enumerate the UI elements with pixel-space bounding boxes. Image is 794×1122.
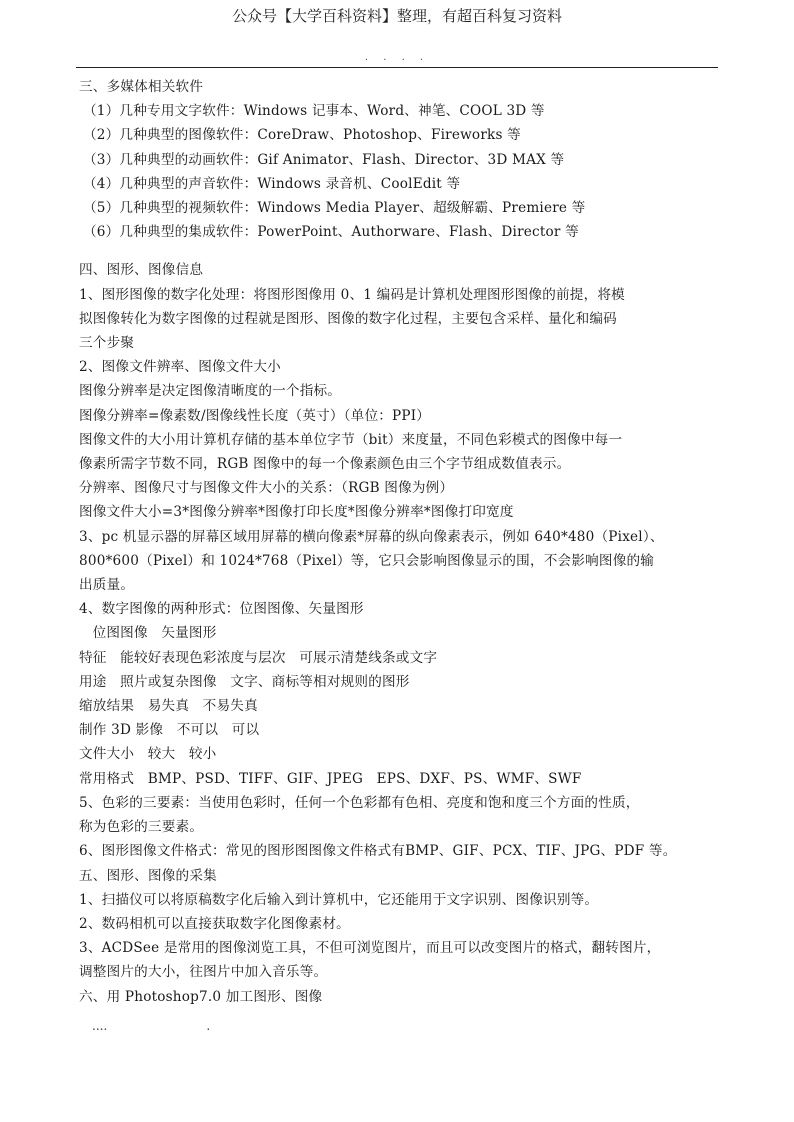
body-line: 5、色彩的三要素：当使用色彩时，任何一个色彩都有色相、亮度和饱和度三个方面的性质， [79, 794, 640, 811]
header-dots: . . . . [364, 52, 430, 63]
body-line: 3、pc 机显示器的屏幕区域用屏幕的横向像素*屏幕的纵向像素表示，例如 640*480（Pixel）、 [79, 528, 664, 545]
body-line: 图像分辨率是决定图像清晰度的一个指标。 [79, 383, 342, 400]
body-line: 调整图片的大小，往图片中加入音乐等。 [79, 964, 328, 981]
comparison-row: 文件大小 较大 较小 [79, 746, 217, 763]
body-line: 4、数字图像的两种形式：位图图像、矢量图形 [79, 601, 364, 618]
body-line: 图像文件的大小用计算机存储的基本单位字节（bit）来度量，不同色彩模式的图像中每一 [79, 431, 623, 448]
comparison-row: 用途 照片或复杂图像 文字、商标等相对规则的图形 [79, 673, 410, 690]
comparison-row: 制作 3D 影像 不可以 可以 [79, 722, 260, 739]
body-line: 像素所需字节数不同，RGB 图像中的每一个像素颜色由三个字节组成数值表示。 [79, 456, 571, 473]
section-gap [79, 244, 721, 258]
page-header: 公众号【大学百科资料】整理，有超百科复习资料 [231, 7, 562, 25]
body-line: 800*600（Pixel）和 1024*768（Pixel）等，它只会影响图像显示的围，不会影响图像的输 [79, 552, 655, 569]
comparison-header-row: 位图图像 矢量图形 [79, 625, 217, 642]
comparison-row: 特征 能较好表现色彩浓度与层次 可展示清楚线条或文字 [79, 649, 438, 666]
body-line: 出质量。 [79, 577, 135, 594]
body-line: 1、图形图像的数字化处理：将图形图像用 0、1 编码是计算机处理图形图像的前提，将模 [79, 286, 625, 303]
body-line: 分辨率、图像尺寸与图像文件大小的关系：（RGB 图像为例） [79, 480, 454, 497]
software-item: （6）几种典型的集成软件：PowerPoint、Authorware、Flash、Director 等 [83, 224, 579, 241]
section-3-heading: 三、多媒体相关软件 [79, 79, 204, 95]
body-line: 1、扫描仪可以将原稿数字化后输入到计算机中，它还能用于文字识别、图像识别等。 [79, 891, 599, 908]
comparison-row: 常用格式 BMP、PSD、TIFF、GIF、JPEG EPS、DXF、PS、WMF、SWF [79, 770, 582, 787]
software-item: （5）几种典型的视频软件：Windows Media Player、超级解霸、Premiere 等 [83, 200, 586, 217]
section-4-heading: 四、图形、图像信息 [79, 262, 204, 279]
software-item: （3）几种典型的动画软件：Gif Animator、Flash、Director、3D MAX 等 [83, 151, 565, 168]
software-item: （2）几种典型的图像软件：CoreDraw、Photoshop、Fireworks 等 [83, 127, 521, 144]
body-line: 拟图像转化为数字图像的过程就是图形、图像的数字化过程，主要包含采样、量化和编码 [79, 310, 617, 327]
body-line: 称为色彩的三要素。 [79, 819, 204, 836]
body-line: 图像分辨率=像素数/图像线性长度（英寸）（单位：PPI） [79, 407, 431, 424]
body-line: 2、数码相机可以直接获取数字化图像素材。 [79, 915, 350, 932]
section-5-heading: 五、图形、图像的采集 [79, 867, 217, 884]
body-line: 三个步聚 [79, 335, 135, 352]
software-item: （4）几种典型的声音软件：Windows 录音机、CoolEdit 等 [83, 175, 461, 192]
page-footer-marks: .... . [92, 1019, 211, 1033]
body-line: 3、ACDSee 是常用的图像浏览工具，不但可浏览图片，而且可以改变图片的格式，翻转图片， [79, 940, 661, 957]
header-rule [76, 67, 718, 68]
body-line: 6、图形图像文件格式：常见的图形图图像文件格式有BMP、GIF、PCX、TIF、JPG、PDF 等。 [79, 843, 677, 860]
comparison-row: 缩放结果 易失真 不易失真 [79, 698, 258, 715]
software-item: （1）几种专用文字软件：Windows 记事本、Word、神笔、COOL 3D 等 [83, 103, 545, 120]
body-line: 图像文件大小=3*图像分辨率*图像打印长度*图像分辨率*图像打印宽度 [79, 504, 514, 521]
body-line: 2、图像文件辨率、图像文件大小 [79, 359, 281, 376]
document-body [79, 75, 721, 1009]
section-6-heading: 六、用 Photoshop7.0 加工图形、图像 [79, 988, 323, 1005]
